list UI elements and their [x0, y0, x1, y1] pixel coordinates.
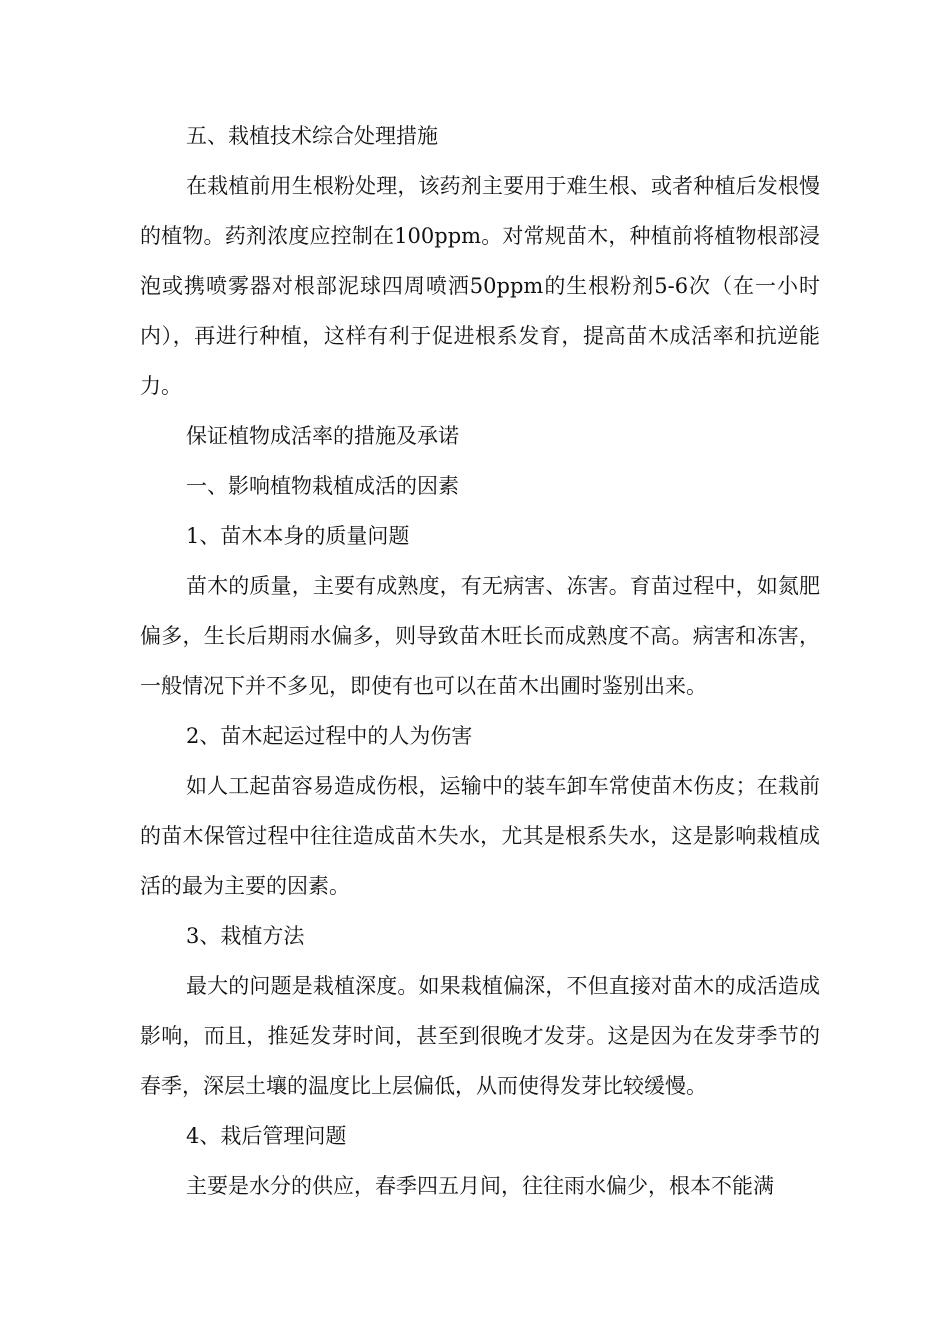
subheading-3: 3、栽植方法	[186, 924, 305, 948]
subheading-2: 2、苗木起运过程中的人为伤害	[186, 724, 473, 748]
paragraph-human-damage: 如人工起苗容易造成伤根，运输中的装车卸车常使苗木伤皮；在栽前的苗木保管过程中往往造成苗木失水，尤其是根系失水，这是影响栽植成活的最为主要的因素。	[140, 774, 820, 898]
section-heading-5: 五、栽植技术综合处理措施	[186, 124, 438, 148]
section-heading-1: 一、影响植物栽植成活的因素	[186, 474, 459, 498]
paragraph-seedling-quality: 苗木的质量，主要有成熟度，有无病害、冻害。育苗过程中，如氮肥偏多，生长后期雨水偏多，则导致苗木旺长而成熟度不高。病害和冻害，一般情况下并不多见，即使有也可以在苗木出圃时鉴别出来。	[140, 574, 820, 698]
document-body	[140, 111, 820, 1211]
paragraph-post-planting: 主要是水分的供应，春季四五月间，往往雨水偏少，根本不能满	[186, 1174, 774, 1198]
paragraph-rooting-powder: 在栽植前用生根粉处理，该药剂主要用于难生根、或者种植后发根慢的植物。药剂浓度应控制在100ppm。对常规苗木，种植前将植物根部浸泡或携喷雾器对根部泥球四周喷洒50ppm的生根粉剂5-6次（在一小时内），再进行种植，这样有利于促进根系发育，提高苗木成活率和抗逆能力。	[140, 174, 820, 398]
document-title: 保证植物成活率的措施及承诺	[186, 424, 459, 448]
paragraph-planting-method: 最大的问题是栽植深度。如果栽植偏深，不但直接对苗木的成活造成影响，而且，推延发芽时间，甚至到很晚才发芽。这是因为在发芽季节的春季，深层土壤的温度比上层偏低，从而使得发芽比较缓慢。	[140, 974, 820, 1098]
subheading-4: 4、栽后管理问题	[186, 1124, 347, 1148]
subheading-1: 1、苗木本身的质量问题	[186, 524, 410, 548]
